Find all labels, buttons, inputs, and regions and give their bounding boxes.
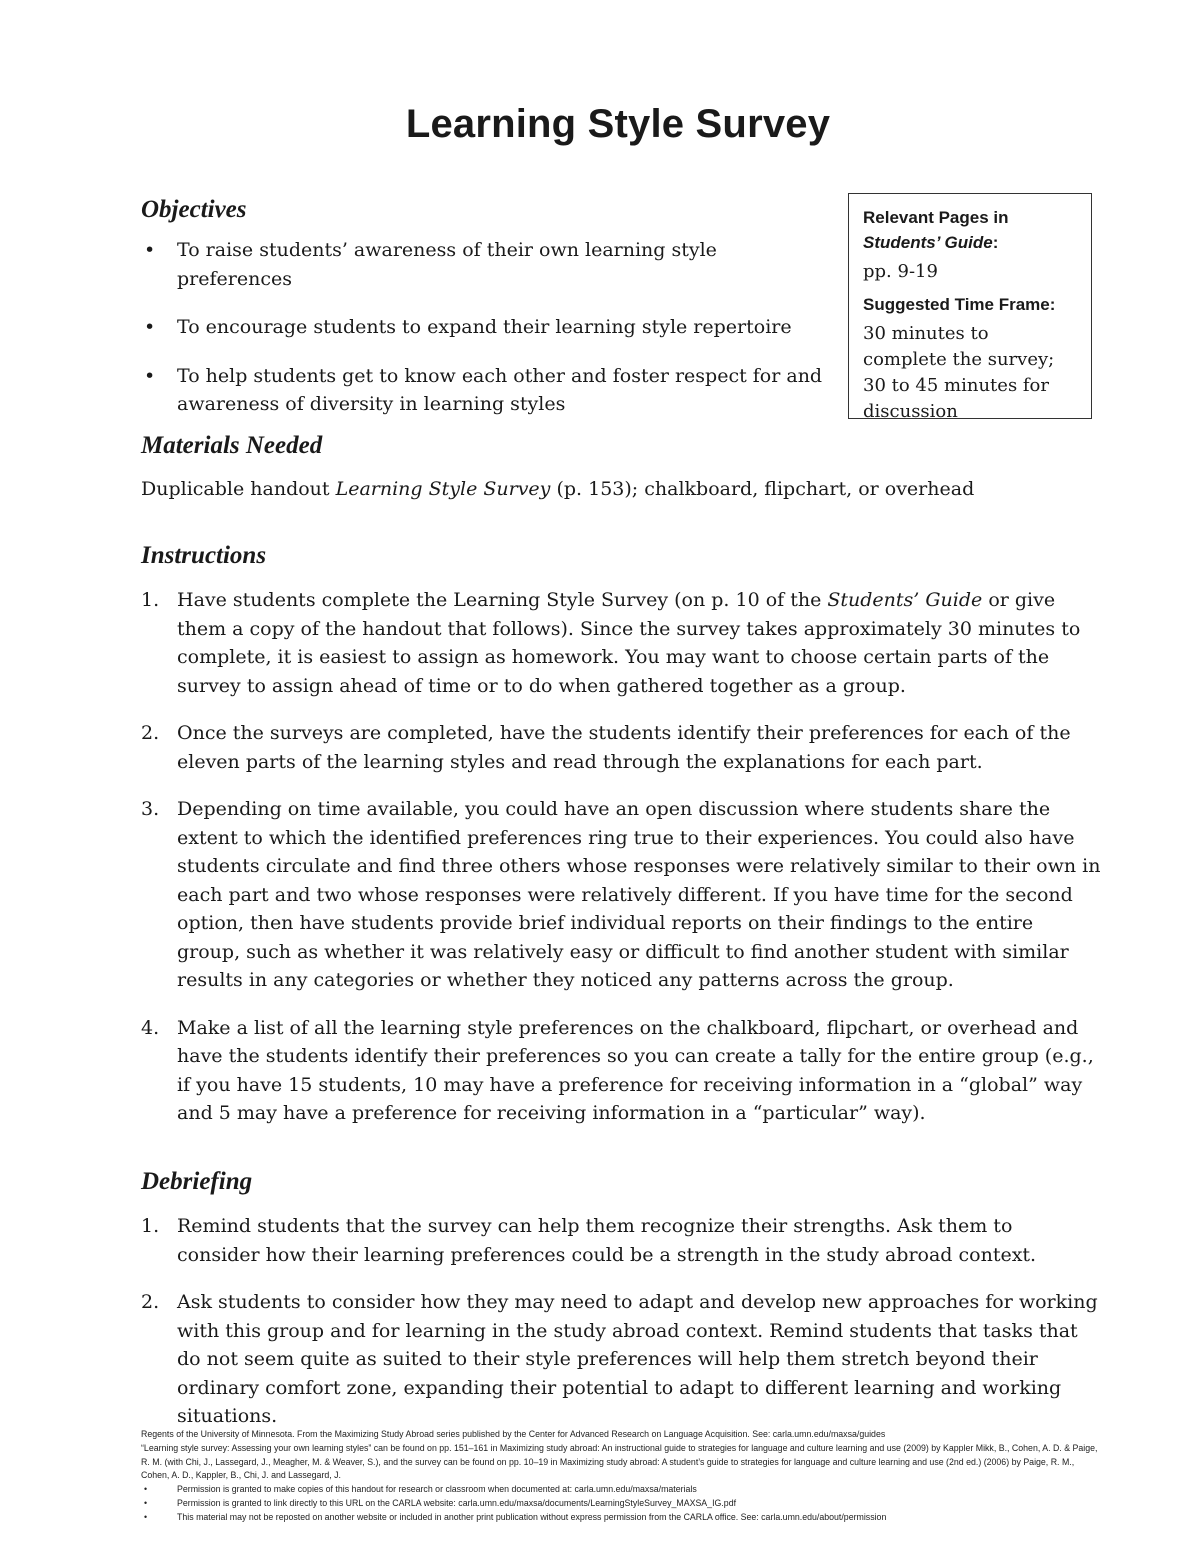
relevant-pages-box (848, 193, 1092, 422)
list-item (141, 795, 1101, 995)
item-text: Have students complete the Learning Style Survey (on p. 10 of the (177, 589, 828, 611)
instructions-list (141, 586, 1101, 1128)
list-item (141, 362, 831, 419)
list-item (141, 1014, 1101, 1128)
bullet-icon: • (144, 239, 156, 261)
bullet-icon: • (144, 1511, 148, 1522)
objectives-list (141, 236, 831, 439)
time-frame-label: Suggested Time Frame: (863, 295, 1056, 314)
page-title: Learning Style Survey (405, 102, 831, 146)
item-text: Remind students that the survey can help them recognize their strengths. Ask them to consider how their learning preferences could be a strength in the study abroad context. (177, 1215, 1037, 1266)
list-item (141, 236, 831, 293)
footer-permission-text: Permission is granted to make copies of this handout for research or classroom when documented at: carla.umn.edu/maxsa/materials (177, 1484, 697, 1495)
copyright-footer (141, 1428, 1101, 1525)
label-colon: : (992, 233, 999, 252)
list-item (141, 1511, 1101, 1525)
item-number: 1. (141, 589, 160, 611)
footer-permissions-list (141, 1483, 1101, 1524)
item-italic-text: Students’ Guide (827, 589, 983, 611)
materials-text-end: (p. 153); chalkboard, flipchart, or overhead (550, 478, 975, 500)
item-number: 2. (141, 1291, 160, 1313)
item-text: Make a list of all the learning style preferences on the chalkboard, flipchart, or overhead and have the students identify their preferences so you can create a tally for the entire group (e.g., if you have 15 students, 10 may have a preference for receiving information in a “global” way and 5 may have a preference for receiving information in a “particular” way). (177, 1016, 1094, 1124)
bullet-icon: • (144, 364, 156, 387)
debriefing-list (141, 1212, 1101, 1431)
footer-line: “Learning style survey: Assessing your own learning styles” can be found on pp. 151–161 in Maximizing study abroad: An instructional guide to strategies for language and culture learning and use (2009) by Kappler Mikk, B., Cohen, A. D. & Paige, R. M. (with Chi, J., Lassegard, J., Meagher, M. & Weaver, S.), and the survey can be found on pp. 10–19 in Maximizing study abroad: A student’s guide to strategies for language and culture learning and use (2nd ed.) (2006) by Paige, R. M., Cohen, A. D., Kappler, B., Chi, J. and Lassegard, J. (141, 1442, 1098, 1481)
list-item (141, 1212, 1101, 1269)
list-item (141, 1483, 1101, 1497)
students-guide-label: Students’ Guide (863, 233, 993, 252)
objective-text: To raise students’ awareness of their own learning style preferences (177, 239, 717, 290)
footer-permission-text: This material may not be reposted on another website or included in another print publication without express permission from the CARLA office. See: carla.umn.edu/about/permission (177, 1511, 887, 1522)
item-number: 2. (141, 722, 160, 744)
list-item (141, 586, 1101, 700)
item-text: Ask students to consider how they may need to adapt and develop new approaches for working with this group and for learning in the study abroad context. Remind students that tasks that do not seem quite as suited to their style preferences will help them stretch beyond their ordinary comfort zone, expanding their potential to adapt to different learning and working situations. (177, 1291, 1098, 1427)
pages-label-text: Relevant Pages in (863, 208, 1009, 227)
list-item (141, 313, 831, 342)
item-number: 4. (141, 1016, 160, 1039)
footer-line: Regents of the University of Minnesota. From the Maximizing Study Abroad series published by the Center for Advanced Research on Language Acquisition. See: carla.umn.edu/maxsa/guides (141, 1429, 886, 1439)
pages-value: pp. 9-19 (863, 261, 938, 282)
bullet-icon: • (144, 316, 156, 338)
list-item (141, 1497, 1101, 1511)
item-text: Once the surveys are completed, have the students identify their preferences for each of the eleven parts of the learning styles and read through the explanations for each part. (177, 722, 1071, 773)
time-frame-value: 30 minutes to complete the survey; 30 to 45 minutes for discussion (863, 323, 1055, 422)
materials-text (141, 475, 1041, 504)
list-item (141, 1288, 1101, 1431)
objective-text: To help students get to know each other and foster respect for and awareness of diversity in learning styles (177, 364, 823, 415)
relevant-pages-label (863, 205, 1077, 255)
item-text-cont: or give them a copy of the handout that follows). Since the survey takes approximately 30 minutes to complete, it is easiest to assign as homework. You may want to choose certain parts of the survey to assign ahead of time or to do when gathered together as a group. (177, 589, 1081, 697)
item-text: Depending on time available, you could have an open discussion where students share the extent to which the identified preferences ring true to their experiences. You could also have students circulate and find three others whose responses were relatively similar to their own in each part and two whose responses were relatively different. If you have time for the second option, then have students provide brief individual reports on their findings to the entire group, such as whether it was relatively easy or difficult to find another student with similar results in any categories or whether they noticed any patterns across the group. (177, 798, 1101, 991)
objective-text: To encourage students to expand their learning style repertoire (177, 316, 792, 338)
list-item (141, 719, 1101, 776)
instructions-heading: Instructions (141, 542, 267, 569)
bullet-icon: • (144, 1484, 148, 1495)
handout-title: Learning Style Survey (335, 478, 551, 500)
materials-text-start: Duplicable handout (141, 478, 336, 500)
materials-heading: Materials Needed (141, 432, 323, 459)
bullet-icon: • (144, 1497, 148, 1508)
footer-permission-text: Permission is granted to link directly to this URL on the CARLA website: carla.umn.edu/maxsa/documents/LearningStyleSurvey_MAXSA_IG.pdf (177, 1497, 737, 1508)
item-number: 3. (141, 798, 160, 820)
objectives-heading: Objectives (141, 196, 247, 223)
item-number: 1. (141, 1215, 160, 1237)
debriefing-heading: Debriefing (141, 1168, 253, 1195)
